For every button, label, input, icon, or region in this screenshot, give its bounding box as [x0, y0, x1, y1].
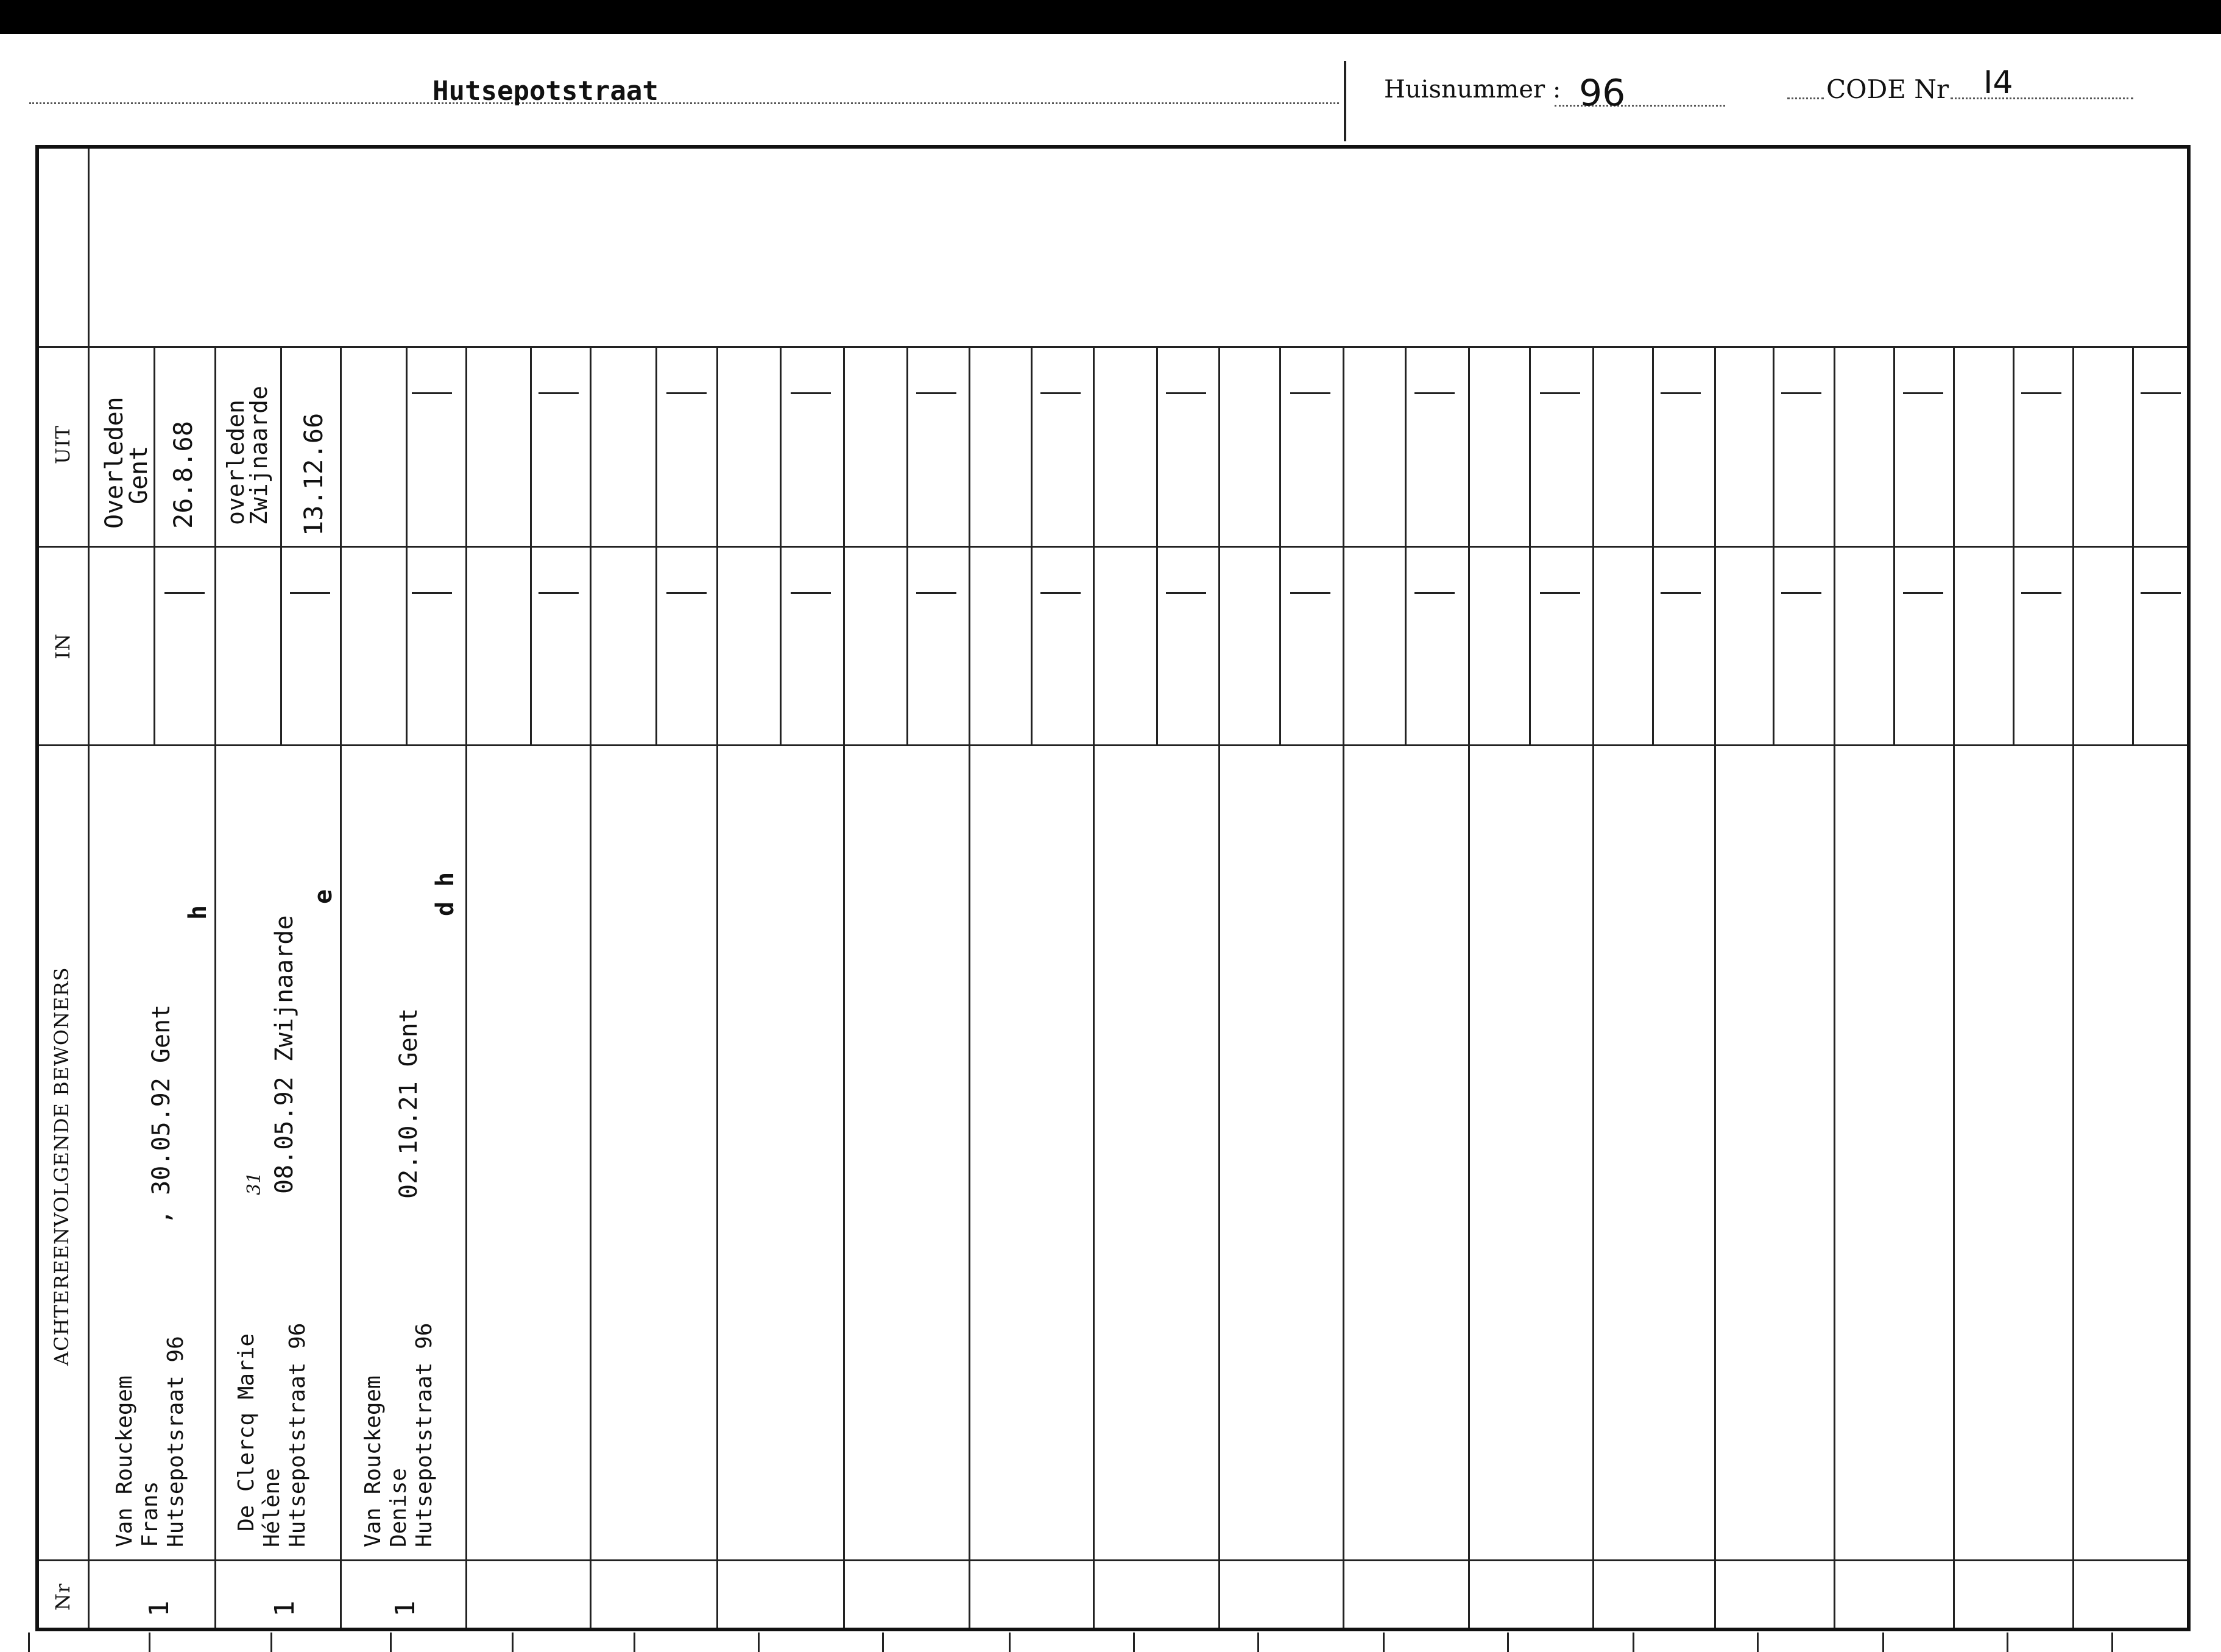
- column-line: [969, 346, 970, 1628]
- empty-dash: [1661, 592, 1701, 594]
- subcolumn-line: [406, 346, 408, 744]
- in-label: IN: [51, 633, 74, 659]
- bottom-tick: [1507, 1633, 1509, 1652]
- empty-dash: [916, 592, 956, 594]
- column-line: [1218, 346, 1220, 1628]
- subcolumn-line: [1652, 346, 1654, 744]
- subcolumn-line: [780, 346, 782, 744]
- subcolumn-line: [1893, 346, 1895, 744]
- empty-dash: [666, 392, 707, 394]
- bottom-tick: [1757, 1633, 1759, 1652]
- column-line: [590, 346, 591, 1628]
- bottom-tick: [758, 1633, 760, 1652]
- empty-dash: [290, 592, 330, 594]
- entry-3-mark: d h: [431, 872, 459, 916]
- empty-dash: [538, 592, 579, 594]
- uit-top-line: [39, 346, 2187, 348]
- entry-1-nr: 1: [144, 1600, 175, 1617]
- entry-1-uit-date: 26.8.68: [168, 420, 198, 529]
- empty-dash: [1166, 392, 1206, 394]
- bottom-tick: [2007, 1633, 2008, 1652]
- subcolumn-line: [1529, 346, 1531, 744]
- column-line: [1714, 346, 1716, 1628]
- entry-3-resident: [361, 1323, 437, 1547]
- street-dotted-line: [29, 102, 1339, 104]
- huisnummer-label: Huisnummer :: [1384, 76, 1561, 104]
- empty-dash: [916, 392, 956, 394]
- empty-dash: [791, 592, 831, 594]
- huisnummer-value: 96: [1579, 72, 1626, 115]
- entry-2-mark: e: [309, 889, 337, 904]
- empty-dash: [1540, 592, 1580, 594]
- nr-top-line: [39, 1559, 2187, 1561]
- empty-dash: [1781, 592, 1821, 594]
- column-line: [1834, 346, 1835, 1628]
- empty-dash: [2141, 392, 2181, 394]
- column-line: [1093, 346, 1095, 1628]
- in-top-line: [39, 546, 2187, 548]
- empty-dash: [1040, 392, 1081, 394]
- entry-2-name: De Clercq Marie: [234, 1333, 259, 1531]
- header-separator: [1344, 61, 1346, 141]
- empty-dash: [1166, 592, 1206, 594]
- column-line: [465, 346, 467, 1628]
- subcolumn-line: [530, 346, 532, 744]
- empty-dash: [538, 392, 579, 394]
- entry-3-birth: 02.10.21 Gent: [395, 1008, 423, 1199]
- street-name: Hutsepotstraat: [433, 76, 659, 107]
- empty-dash: [1414, 592, 1455, 594]
- empty-dash: [2141, 592, 2181, 594]
- empty-dash: [666, 592, 707, 594]
- empty-dash: [1540, 392, 1580, 394]
- entry-2-first-name: Hélène: [260, 1467, 284, 1547]
- empty-dash: [1290, 392, 1330, 394]
- column-line: [340, 346, 342, 1628]
- bottom-tick: [28, 1633, 30, 1652]
- bottom-tick: [149, 1633, 150, 1652]
- uit-label: UIT: [51, 425, 74, 464]
- subcolumn-line: [906, 346, 908, 744]
- column-line: [843, 346, 845, 1628]
- subcolumn-line: [1773, 346, 1774, 744]
- bottom-tick: [2111, 1633, 2113, 1652]
- entry-2-uit-reason: [224, 386, 270, 525]
- column-line: [716, 346, 718, 1628]
- empty-dash: [1414, 392, 1455, 394]
- subcolumn-line: [1405, 346, 1407, 744]
- code-leading-dots: [1787, 97, 1824, 99]
- code-dotted-line: [1951, 97, 2133, 99]
- empty-dash: [791, 392, 831, 394]
- entry-3-address: Hutsepotstraat 96: [412, 1322, 437, 1547]
- code-label: CODE Nr: [1826, 74, 1949, 104]
- bottom-tick: [634, 1633, 635, 1652]
- nr-label: Nr: [51, 1583, 74, 1611]
- entry-1-name: Van Rouckegem: [112, 1375, 137, 1547]
- entry-2-nr: 1: [269, 1600, 300, 1617]
- column-line: [1468, 346, 1470, 1628]
- column-line: [214, 346, 216, 1628]
- bottom-tick: [390, 1633, 392, 1652]
- label-column-divider: [88, 149, 90, 1628]
- entry-2-birth: 08.05.92 Zwijnaarde: [270, 915, 298, 1194]
- entry-3-first-name: Denise: [386, 1467, 411, 1547]
- subcolumn-line: [2132, 346, 2134, 744]
- bottom-tick: [270, 1633, 272, 1652]
- bottom-tick: [512, 1633, 514, 1652]
- column-line: [1592, 346, 1594, 1628]
- bewoners-label: ACHTEREENVOLGENDE BEWONERS: [50, 967, 73, 1366]
- column-line: [1953, 346, 1955, 1628]
- bottom-tick: [882, 1633, 884, 1652]
- subcolumn-line: [2013, 346, 2014, 744]
- register-table: [35, 145, 2191, 1631]
- entry-2-resident: [234, 1323, 311, 1547]
- entry-3-name: Van Rouckegem: [361, 1375, 386, 1547]
- empty-dash: [412, 592, 452, 594]
- empty-dash: [2021, 392, 2061, 394]
- entry-2-uit-line1: overleden: [222, 400, 249, 525]
- entry-1-uit-line2: Gent: [125, 445, 153, 504]
- entry-1-birth: , 30.05.92 Gent: [147, 1004, 175, 1224]
- code-value: I4: [1983, 65, 2013, 101]
- entry-1-first-name: Frans: [138, 1481, 163, 1547]
- entry-1-uit-line1: Overleden: [101, 397, 129, 529]
- entry-1-uit-reason: [102, 397, 151, 529]
- empty-dash: [1903, 592, 1943, 594]
- empty-dash: [1661, 392, 1701, 394]
- entry-3-nr: 1: [390, 1600, 421, 1617]
- bottom-tick: [1009, 1633, 1011, 1652]
- entry-1-address: Hutsepotsraat 96: [163, 1336, 188, 1547]
- subcolumn-line: [655, 346, 657, 744]
- top-border-bar: [0, 0, 2221, 34]
- empty-dash: [1903, 392, 1943, 394]
- bottom-tick: [1383, 1633, 1385, 1652]
- empty-dash: [1040, 592, 1081, 594]
- bewoners-top-line: [39, 744, 2187, 746]
- entry-2-uit-line2: Zwijnaarde: [245, 386, 272, 525]
- bottom-tick: [1257, 1633, 1259, 1652]
- empty-dash: [1290, 592, 1330, 594]
- subcolumn-line: [1031, 346, 1033, 744]
- bottom-tick: [1133, 1633, 1135, 1652]
- empty-dash: [2021, 592, 2061, 594]
- empty-dash: [164, 592, 205, 594]
- column-line: [2072, 346, 2074, 1628]
- subcolumn-line: [154, 346, 155, 744]
- entry-2-birth-note: 31: [244, 1171, 265, 1195]
- entry-2-address: Hutsepotstraat 96: [285, 1322, 310, 1547]
- entry-2-uit-date: 13.12.66: [298, 412, 328, 536]
- subcolumn-line: [1156, 346, 1158, 744]
- entry-1-resident: [112, 1336, 189, 1547]
- bottom-tick: [1633, 1633, 1634, 1652]
- empty-dash: [1781, 392, 1821, 394]
- empty-dash: [412, 392, 452, 394]
- subcolumn-line: [1279, 346, 1281, 744]
- column-line: [1343, 346, 1344, 1628]
- subcolumn-line: [280, 346, 282, 744]
- entry-1-mark: h: [184, 905, 212, 920]
- bottom-tick: [1882, 1633, 1884, 1652]
